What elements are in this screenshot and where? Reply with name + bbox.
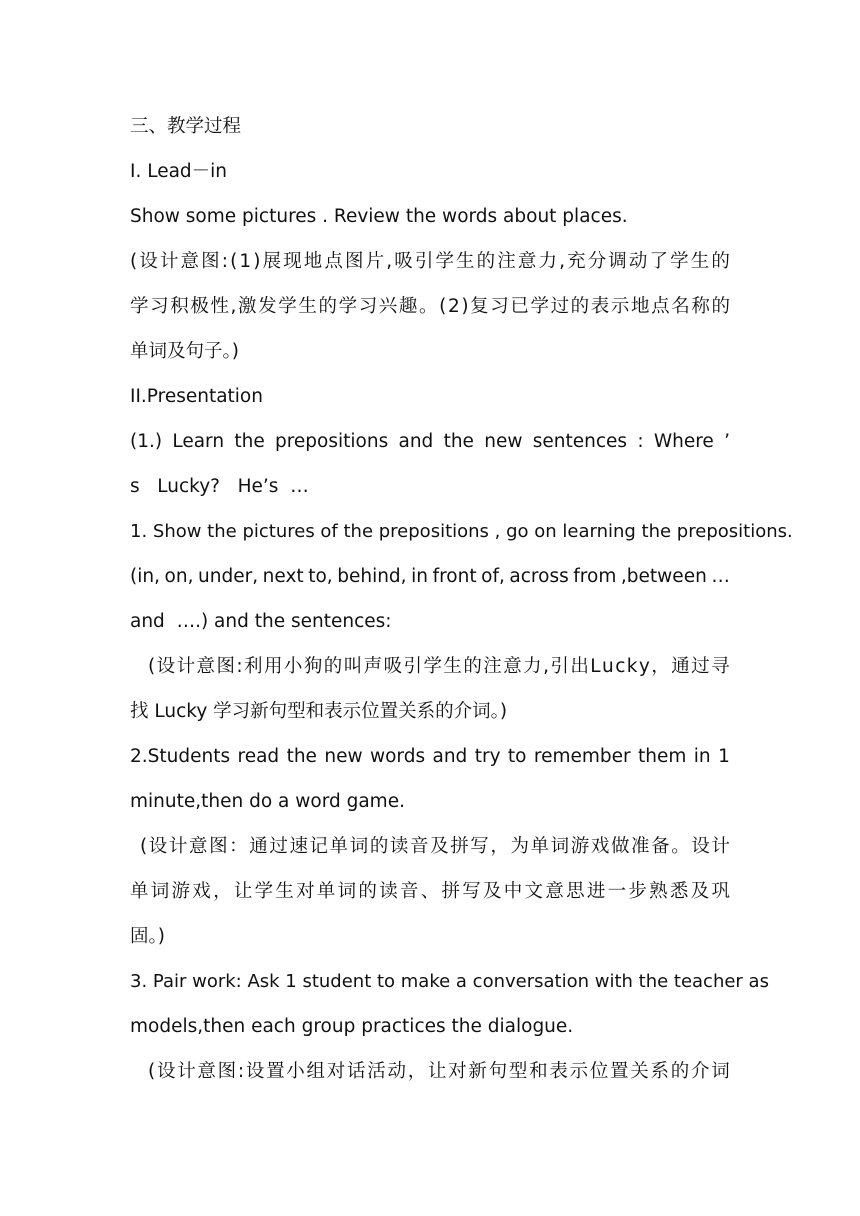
- step-3-note-line-1: ( 设 计 意 图 : 设 置 小 组 对 话 活 动 ， 让 对 新 句 型 和 表 示 位 置 关 系 的 介 词: [148, 1061, 730, 1082]
- word: Learn: [172, 431, 225, 452]
- word: (in,: [130, 566, 160, 587]
- lead-in-note-line-2: 学 习 积 极 性 , 激 发 学 生 的 学 习 兴 趣 。 ( 2 ) 复 习 已 学 过 的 表 示 地 点 名 称 的: [130, 296, 730, 317]
- word: to,: [308, 566, 333, 587]
- step-2-note-line-1: ( 设 计 意 图 ： 通 过 速 记 单 词 的 读 音 及 拼 写 ， 为 单 词 游 戏 做 准 备 。 设 计: [140, 836, 730, 857]
- word: read: [237, 746, 280, 767]
- step-1-line-1: 1. Show the pictures of the prepositions , go on learning the prepositions.: [130, 521, 793, 542]
- presentation-item-1-line-2: s Lucky? He’s …: [130, 476, 309, 497]
- word: from: [573, 566, 617, 587]
- word: across: [509, 566, 569, 587]
- lead-in-note-line-3: 单词及句子。): [130, 341, 239, 362]
- step-3-line-1: 3. Pair work: Ask 1 student to make a conversation with the teacher as: [130, 971, 769, 992]
- word: :: [637, 431, 644, 452]
- step-2-note-line-2: 单 词 游 戏 ， 让 学 生 对 单 词 的 读 音 、 拼 写 及 中 文 意 思 进 一 步 熟 悉 及 巩: [130, 881, 730, 902]
- word: front: [432, 566, 477, 587]
- step-1-note-line-1: ( 设 计 意 图 : 利 用 小 狗 的 叫 声 吸 引 学 生 的 注 意 力 , 引 出 L u c k y ， 通 过 寻: [148, 656, 730, 677]
- word: next: [262, 566, 304, 587]
- presentation-heading: II.Presentation: [130, 386, 263, 407]
- word: and: [398, 431, 434, 452]
- word: Where: [653, 431, 714, 452]
- word: …: [711, 566, 730, 587]
- section-heading: 三、教学过程: [130, 116, 242, 137]
- word: 1: [718, 746, 730, 767]
- word: new: [324, 746, 363, 767]
- step-3-line-2: models,then each group practices the dialogue.: [130, 1016, 574, 1037]
- word: words: [369, 746, 426, 767]
- step-2-line-1: [130, 745, 730, 769]
- word: 2.Students: [130, 746, 231, 767]
- word: to: [507, 746, 527, 767]
- word: behind,: [337, 566, 407, 587]
- step-1-line-2: [130, 565, 730, 589]
- word: them: [638, 746, 687, 767]
- lead-in-body: Show some pictures . Review the words about places.: [130, 206, 628, 227]
- word: prepositions: [274, 431, 389, 452]
- presentation-item-1-line-1: [130, 430, 730, 454]
- word: the: [286, 746, 317, 767]
- word: ,between: [620, 566, 707, 587]
- word: new: [484, 431, 523, 452]
- word: and: [432, 746, 468, 767]
- word: the: [234, 431, 265, 452]
- lead-in-note-line-1: ( 设 计 意 图 : ( 1 ) 展 现 地 点 图 片 , 吸 引 学 生 的 注 意 力 , 充 分 调 动 了 学 生 的: [130, 251, 730, 272]
- word: the: [443, 431, 474, 452]
- word: remember: [533, 746, 631, 767]
- word: in: [693, 746, 711, 767]
- word: ’: [724, 431, 730, 452]
- step-2-note-line-3: 固。): [130, 926, 165, 947]
- word: on,: [164, 566, 194, 587]
- step-1-note-line-2: 找 Lucky 学习新句型和表示位置关系的介词。): [130, 701, 508, 722]
- word: under,: [198, 566, 259, 587]
- step-2-line-2: minute,then do a word game.: [130, 791, 405, 812]
- step-1-line-3: and ….) and the sentences:: [130, 611, 392, 632]
- word: try: [474, 746, 501, 767]
- lead-in-heading: I. Lead－in: [130, 161, 228, 182]
- word: sentences: [532, 431, 628, 452]
- word: (1.): [130, 431, 163, 452]
- word: of,: [481, 566, 505, 587]
- word: in: [411, 566, 428, 587]
